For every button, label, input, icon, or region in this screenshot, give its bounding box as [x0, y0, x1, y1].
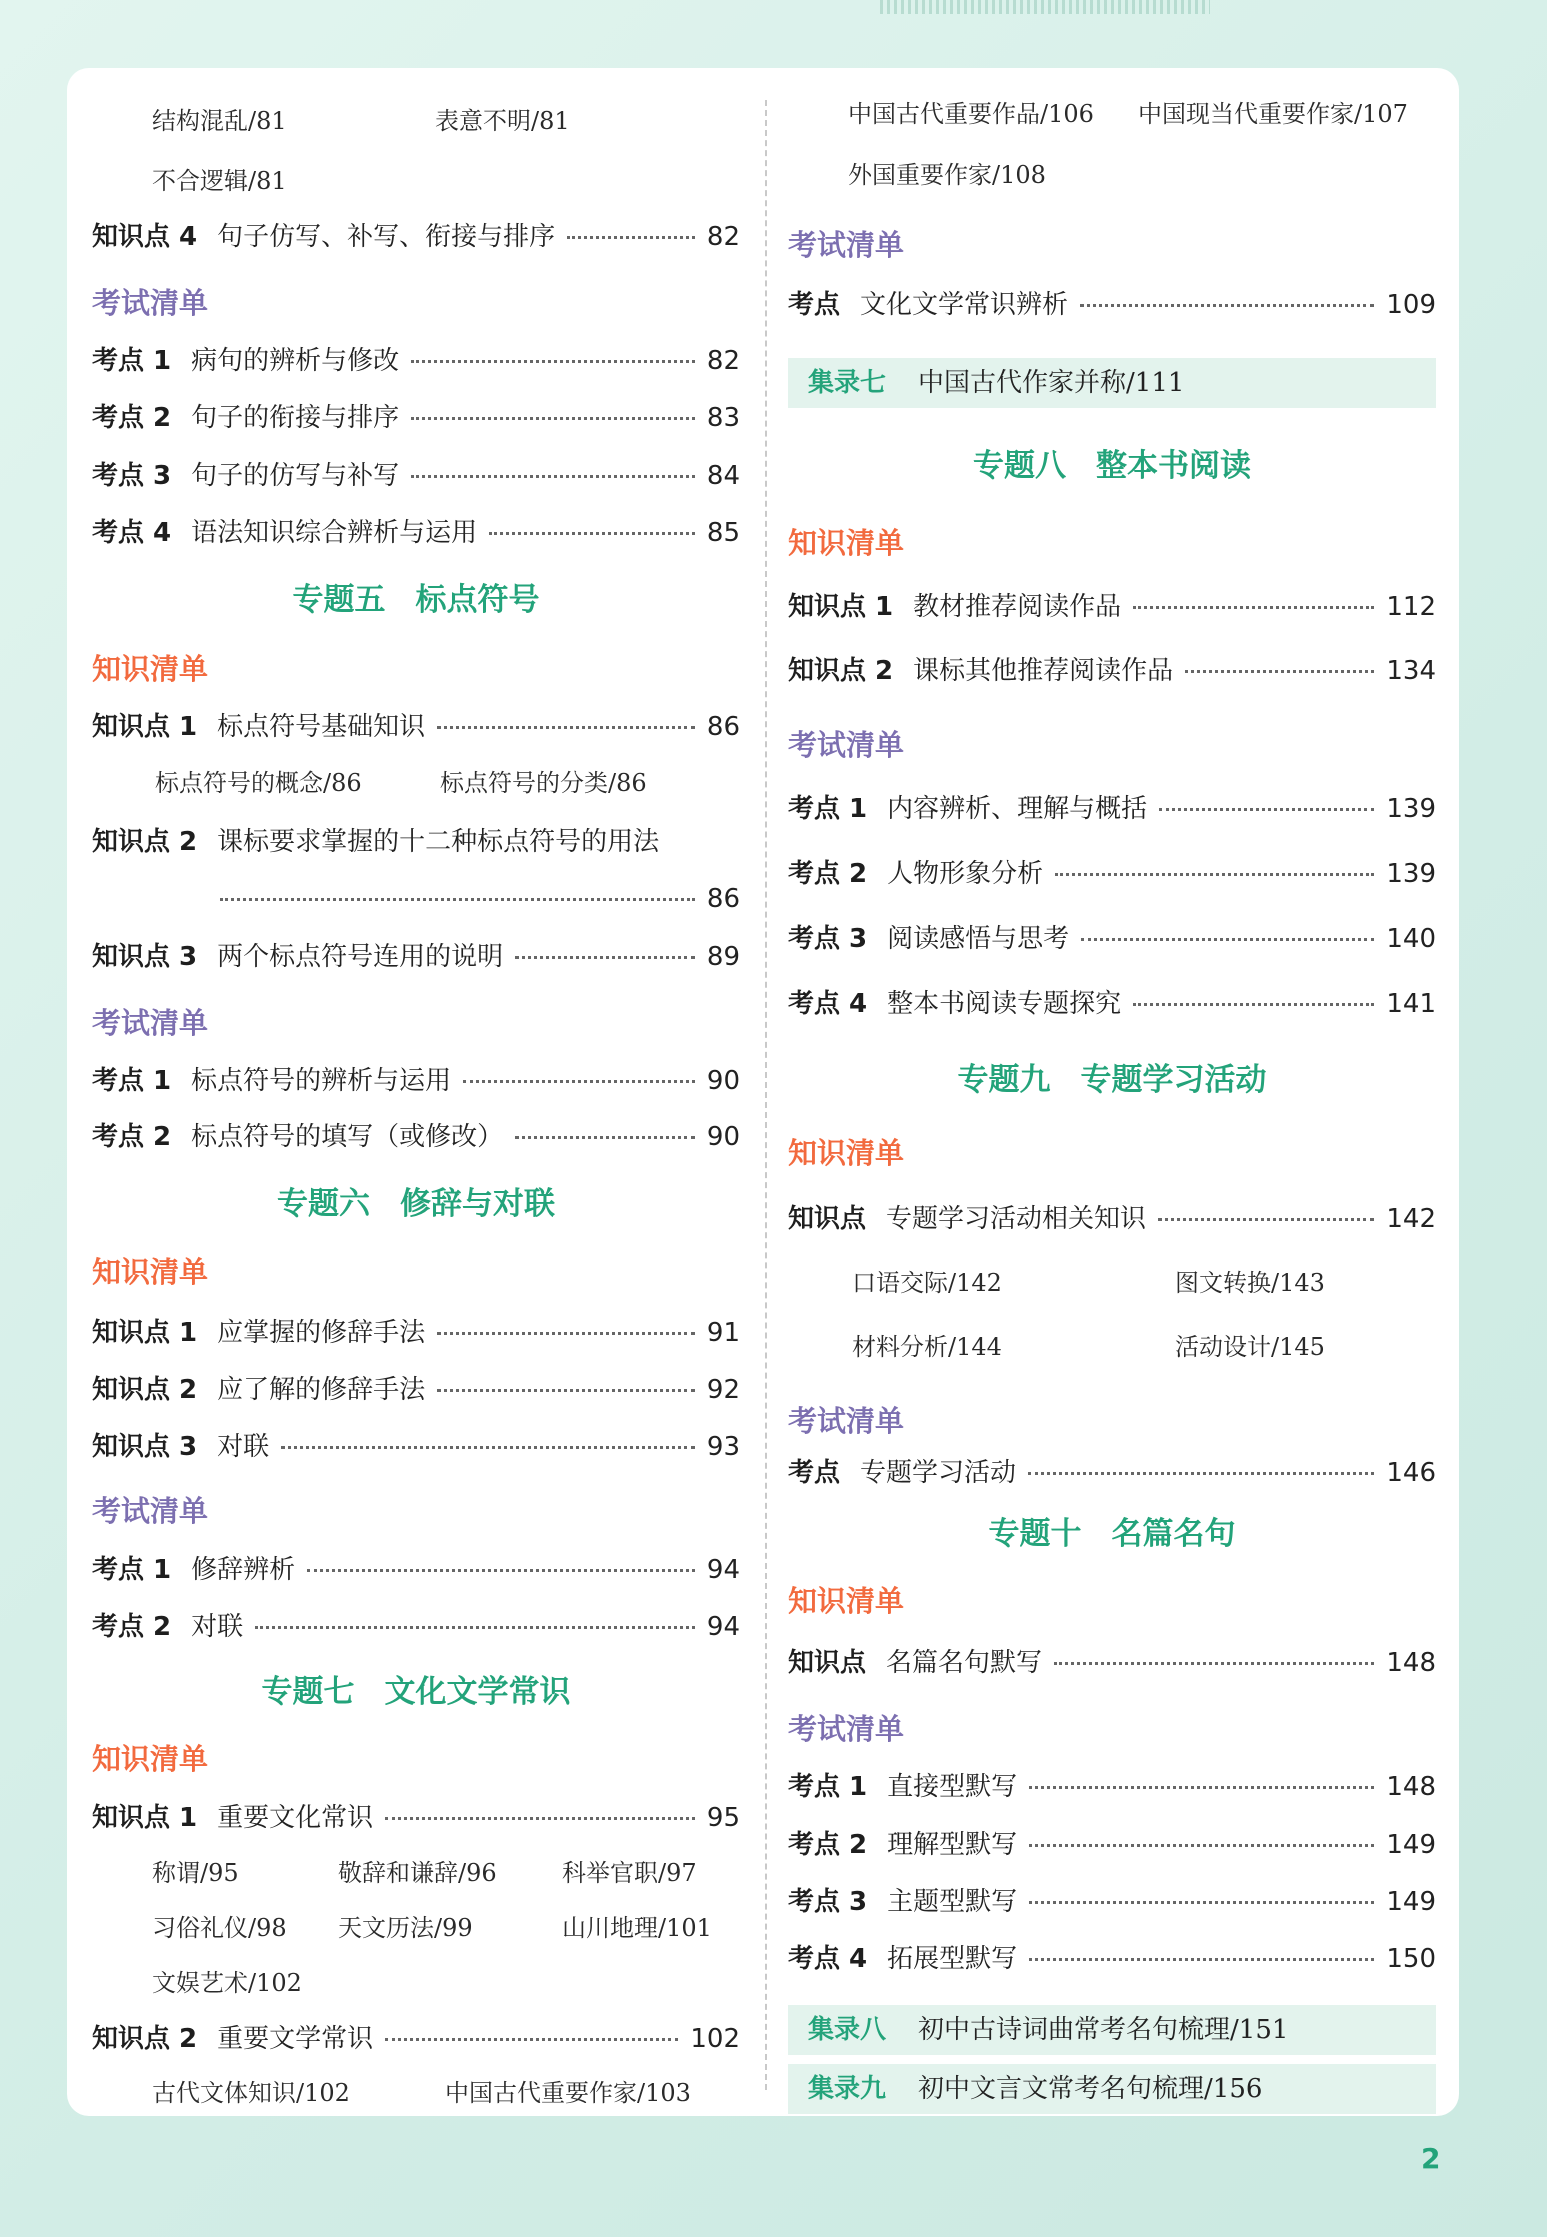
entry-label: 知识点 1 [788, 592, 894, 622]
entry-page: 82 [706, 346, 740, 376]
sub-entry[interactable]: 材料分析/144 [852, 1333, 1002, 1361]
entry-label: 知识点 2 [92, 1375, 198, 1405]
appendix-title: 中国古代作家并称/111 [918, 368, 1185, 398]
topic-title: 修辞与对联 [400, 1186, 555, 1222]
exam-list-heading: 考试清单 [92, 1006, 209, 1040]
entry-label: 知识点 3 [92, 942, 198, 972]
entry-page: 149 [1386, 1887, 1436, 1917]
entry-label: 知识点 2 [92, 827, 198, 857]
entry-label: 考点 2 [788, 859, 868, 889]
sub-entry[interactable]: 敬辞和谦辞/96 [338, 1859, 497, 1887]
leader-dots [1133, 606, 1374, 609]
entry-title: 句子的仿写与补写 [191, 461, 400, 491]
entry-label: 考点 4 [788, 989, 868, 1019]
toc-entry[interactable] [788, 288, 1436, 322]
sub-entry[interactable]: 中国现当代重要作家/107 [1138, 100, 1408, 128]
leader-dots [1158, 1218, 1374, 1221]
leader-dots [1029, 1786, 1374, 1789]
appendix-banner[interactable] [788, 2005, 1436, 2055]
entry-label: 知识点 [788, 1648, 867, 1678]
entry-label: 考点 1 [788, 1772, 868, 1802]
toc-entry[interactable] [92, 710, 740, 744]
sub-entry[interactable]: 中国古代重要作家/103 [445, 2079, 691, 2107]
entry-label: 考点 2 [92, 403, 172, 433]
sub-entry[interactable]: 结构混乱/81 [152, 107, 287, 135]
leader-dots [437, 1332, 695, 1335]
leader-dots [437, 1389, 695, 1392]
entry-title: 理解型默写 [887, 1830, 1018, 1860]
entry-title: 课标要求掌握的十二种标点符号的用法 [217, 827, 660, 857]
entry-page: 134 [1386, 656, 1436, 686]
page-number: 2 [1421, 2142, 1441, 2175]
topic-number: 专题五 [292, 582, 386, 618]
entry-title: 标点符号基础知识 [217, 712, 426, 742]
toc-entry[interactable] [92, 220, 740, 254]
toc-entry[interactable] [92, 1610, 740, 1644]
column-divider [765, 100, 767, 2090]
sub-entry[interactable]: 口语交际/142 [852, 1269, 1002, 1297]
topic-title: 标点符号 [415, 582, 540, 618]
toc-entry[interactable] [92, 1430, 740, 1464]
toc-entry[interactable] [92, 1120, 740, 1154]
leader-dots [281, 1446, 695, 1449]
leader-dots [255, 1626, 695, 1629]
leader-dots [411, 417, 695, 420]
entry-title: 主题型默写 [887, 1887, 1018, 1917]
entry-label: 考点 4 [788, 1944, 868, 1974]
entry-label: 知识点 2 [92, 2024, 198, 2054]
entry-title: 修辞辨析 [191, 1555, 296, 1585]
entry-label: 知识点 3 [92, 1432, 198, 1462]
sub-entry[interactable]: 习俗礼仪/98 [152, 1914, 287, 1942]
entry-title: 重要文学常识 [217, 2024, 374, 2054]
entry-label: 知识点 1 [92, 1803, 198, 1833]
sub-entry[interactable]: 古代文体知识/102 [152, 2079, 350, 2107]
sub-entry[interactable]: 山川地理/101 [562, 1914, 712, 1942]
exam-list-heading: 考试清单 [788, 728, 905, 762]
sub-entry[interactable]: 标点符号的分类/86 [440, 769, 647, 797]
leader-dots [1185, 670, 1374, 673]
sub-entry[interactable]: 天文历法/99 [338, 1914, 473, 1942]
toc-entry[interactable] [92, 1064, 740, 1098]
topic-number: 专题七 [261, 1674, 355, 1710]
topic-title: 整本书阅读 [1096, 448, 1251, 484]
topic-heading[interactable] [788, 1060, 1436, 1100]
entry-page: 112 [1386, 592, 1436, 622]
entry-label: 考点 2 [92, 1122, 172, 1152]
entry-label: 考点 [788, 1458, 841, 1488]
topic-heading[interactable] [788, 1514, 1436, 1554]
entry-title: 阅读感悟与思考 [887, 924, 1070, 954]
toc-entry[interactable] [92, 516, 740, 550]
knowledge-list-heading: 知识清单 [92, 1255, 209, 1289]
sub-entry[interactable]: 表意不明/81 [435, 107, 570, 135]
topic-heading[interactable] [92, 1672, 740, 1712]
toc-entry-continuation[interactable] [220, 882, 740, 916]
entry-title: 对联 [191, 1612, 244, 1642]
knowledge-list-heading: 知识清单 [788, 1136, 905, 1170]
topic-number: 专题六 [277, 1186, 370, 1222]
leader-dots [385, 1817, 695, 1820]
entry-title: 对联 [217, 1432, 270, 1462]
toc-entry[interactable] [788, 1646, 1436, 1680]
sub-entry[interactable]: 活动设计/145 [1175, 1333, 1325, 1361]
toc-entry[interactable] [788, 590, 1436, 624]
entry-title: 文化文学常识辨析 [860, 290, 1069, 320]
entry-title: 专题学习活动相关知识 [886, 1204, 1147, 1234]
sub-entry[interactable]: 不合逻辑/81 [152, 167, 287, 195]
leader-dots [463, 1080, 695, 1083]
entry-title: 拓展型默写 [887, 1944, 1018, 1974]
leader-dots [1055, 873, 1374, 876]
entry-label: 考点 3 [788, 1887, 868, 1917]
entry-page: 82 [706, 222, 740, 252]
topic-heading[interactable] [92, 1184, 740, 1224]
entry-page: 90 [706, 1122, 740, 1152]
exam-list-heading: 考试清单 [788, 228, 905, 262]
leader-dots [567, 236, 695, 239]
toc-entry[interactable] [788, 922, 1436, 956]
entry-label: 知识点 4 [92, 222, 198, 252]
exam-list-heading: 考试清单 [92, 1494, 209, 1528]
appendix-banner[interactable] [788, 2064, 1436, 2114]
entry-page: 148 [1386, 1772, 1436, 1802]
appendix-label: 集录八 [808, 2015, 887, 2045]
entry-page: 92 [706, 1375, 740, 1405]
entry-title: 两个标点符号连用的说明 [217, 942, 504, 972]
toc-entry[interactable] [92, 940, 740, 974]
entry-page: 150 [1386, 1944, 1436, 1974]
toc-entry[interactable] [788, 792, 1436, 826]
entry-label: 知识点 2 [788, 656, 894, 686]
topic-number: 专题八 [973, 448, 1066, 484]
leader-dots [411, 475, 695, 478]
exam-list-heading: 考试清单 [788, 1712, 905, 1746]
topic-title: 文化文学常识 [384, 1674, 571, 1710]
leader-dots [385, 2038, 678, 2041]
entry-page: 102 [690, 2024, 740, 2054]
leader-dots [1029, 1844, 1374, 1847]
entry-title: 重要文化常识 [217, 1803, 374, 1833]
toc-entry[interactable] [92, 825, 740, 859]
entry-title: 标点符号的辨析与运用 [191, 1066, 452, 1096]
leader-dots [307, 1569, 695, 1572]
leader-dots [515, 956, 695, 959]
entry-title: 直接型默写 [887, 1772, 1018, 1802]
appendix-banner[interactable] [788, 358, 1436, 408]
entry-label: 考点 3 [788, 924, 868, 954]
entry-label: 考点 1 [788, 794, 868, 824]
entry-page: 93 [706, 1432, 740, 1462]
entry-page: 149 [1386, 1830, 1436, 1860]
entry-label: 知识点 1 [92, 1318, 198, 1348]
appendix-label: 集录七 [808, 368, 887, 398]
leader-dots [1029, 1958, 1374, 1961]
sub-entry[interactable]: 标点符号的概念/86 [155, 769, 362, 797]
knowledge-list-heading: 知识清单 [788, 526, 905, 560]
entry-page: 140 [1386, 924, 1436, 954]
entry-label: 考点 3 [92, 461, 172, 491]
entry-page: 90 [706, 1066, 740, 1096]
entry-title: 病句的辨析与修改 [191, 346, 400, 376]
entry-page: 95 [706, 1803, 740, 1833]
toc-entry[interactable] [788, 1885, 1436, 1919]
entry-label: 知识点 [788, 1204, 867, 1234]
toc-entry[interactable] [788, 1202, 1436, 1236]
toc-entry[interactable] [788, 1456, 1436, 1490]
entry-label: 考点 1 [92, 1555, 172, 1585]
sub-entry[interactable]: 图文转换/143 [1175, 1269, 1325, 1297]
sub-entry[interactable]: 外国重要作家/108 [848, 161, 1046, 189]
topic-number: 专题九 [957, 1062, 1051, 1098]
entry-page: 85 [706, 518, 740, 548]
toc-entry[interactable] [788, 654, 1436, 688]
entry-label: 考点 1 [92, 1066, 172, 1096]
entry-title: 应了解的修辞手法 [217, 1375, 426, 1405]
knowledge-list-heading: 知识清单 [788, 1584, 905, 1618]
entry-title: 教材推荐阅读作品 [913, 592, 1122, 622]
toc-entry[interactable] [788, 857, 1436, 891]
appendix-label: 集录九 [808, 2074, 887, 2104]
leader-dots [1054, 1662, 1374, 1665]
entry-title: 人物形象分析 [887, 859, 1044, 889]
toc-entry[interactable] [788, 1770, 1436, 1804]
entry-page: 139 [1386, 859, 1436, 889]
knowledge-list-heading: 知识清单 [92, 1742, 209, 1776]
entry-page: 94 [706, 1555, 740, 1585]
entry-label: 考点 [788, 290, 841, 320]
entry-label: 考点 4 [92, 518, 172, 548]
leader-dots [1028, 1472, 1374, 1475]
entry-label: 考点 2 [788, 1830, 868, 1860]
entry-page: 84 [706, 461, 740, 491]
entry-title: 应掌握的修辞手法 [217, 1318, 426, 1348]
leader-dots [489, 532, 695, 535]
entry-title: 标点符号的填写（或修改） [191, 1122, 504, 1152]
entry-page: 141 [1386, 989, 1436, 1019]
toc-entry[interactable] [92, 459, 740, 493]
topic-heading[interactable] [92, 580, 740, 620]
knowledge-list-heading: 知识清单 [92, 652, 209, 686]
sub-entry[interactable]: 中国古代重要作品/106 [848, 100, 1094, 128]
entry-page: 86 [706, 884, 740, 914]
toc-entry[interactable] [788, 1828, 1436, 1862]
leader-dots [515, 1136, 695, 1139]
toc-entry[interactable] [92, 1801, 740, 1835]
entry-page: 86 [706, 712, 740, 742]
leader-dots [1029, 1901, 1374, 1904]
toc-entry[interactable] [92, 2022, 740, 2056]
entry-page: 83 [706, 403, 740, 433]
exam-list-heading: 考试清单 [788, 1404, 905, 1438]
entry-title: 句子仿写、补写、衔接与排序 [217, 222, 556, 252]
leader-dots [1159, 808, 1374, 811]
entry-title: 句子的衔接与排序 [191, 403, 400, 433]
topic-title: 名篇名句 [1111, 1516, 1236, 1552]
entry-title: 整本书阅读专题探究 [887, 989, 1122, 1019]
entry-label: 考点 2 [92, 1612, 172, 1642]
toc-entry[interactable] [92, 1553, 740, 1587]
toc-entry[interactable] [92, 1316, 740, 1350]
leader-dots [1133, 1003, 1374, 1006]
entry-title: 课标其他推荐阅读作品 [913, 656, 1174, 686]
entry-title: 语法知识综合辨析与运用 [191, 518, 478, 548]
entry-label: 考点 1 [92, 346, 172, 376]
entry-page: 139 [1386, 794, 1436, 824]
leader-dots [437, 726, 695, 729]
entry-page: 146 [1386, 1458, 1436, 1488]
entry-label: 知识点 1 [92, 712, 198, 742]
toc-entry[interactable] [92, 401, 740, 435]
leader-dots [411, 360, 695, 363]
entry-title: 名篇名句默写 [886, 1648, 1043, 1678]
entry-page: 148 [1386, 1648, 1436, 1678]
appendix-title: 初中文言文常考名句梳理/156 [918, 2074, 1263, 2104]
entry-title: 内容辨析、理解与概括 [887, 794, 1148, 824]
sub-entry[interactable]: 称谓/95 [152, 1859, 239, 1887]
entry-page: 109 [1386, 290, 1436, 320]
entry-page: 89 [706, 942, 740, 972]
leader-dots [1081, 938, 1374, 941]
entry-page: 94 [706, 1612, 740, 1642]
leader-dots [1080, 304, 1374, 307]
toc-entry[interactable] [92, 1373, 740, 1407]
topic-number: 专题十 [988, 1516, 1082, 1552]
entry-title: 专题学习活动 [860, 1458, 1017, 1488]
scan-artifact [880, 0, 1210, 14]
sub-entry[interactable]: 文娱艺术/102 [152, 1969, 302, 1997]
topic-heading[interactable] [788, 446, 1436, 486]
leader-dots [220, 898, 695, 901]
sub-entry[interactable]: 科举官职/97 [562, 1859, 697, 1887]
exam-list-heading: 考试清单 [92, 286, 209, 320]
toc-entry[interactable] [788, 1942, 1436, 1976]
appendix-title: 初中古诗词曲常考名句梳理/151 [918, 2015, 1289, 2045]
entry-page: 142 [1386, 1204, 1436, 1234]
entry-page: 91 [706, 1318, 740, 1348]
toc-entry[interactable] [788, 987, 1436, 1021]
toc-entry[interactable] [92, 344, 740, 378]
topic-title: 专题学习活动 [1080, 1062, 1267, 1098]
